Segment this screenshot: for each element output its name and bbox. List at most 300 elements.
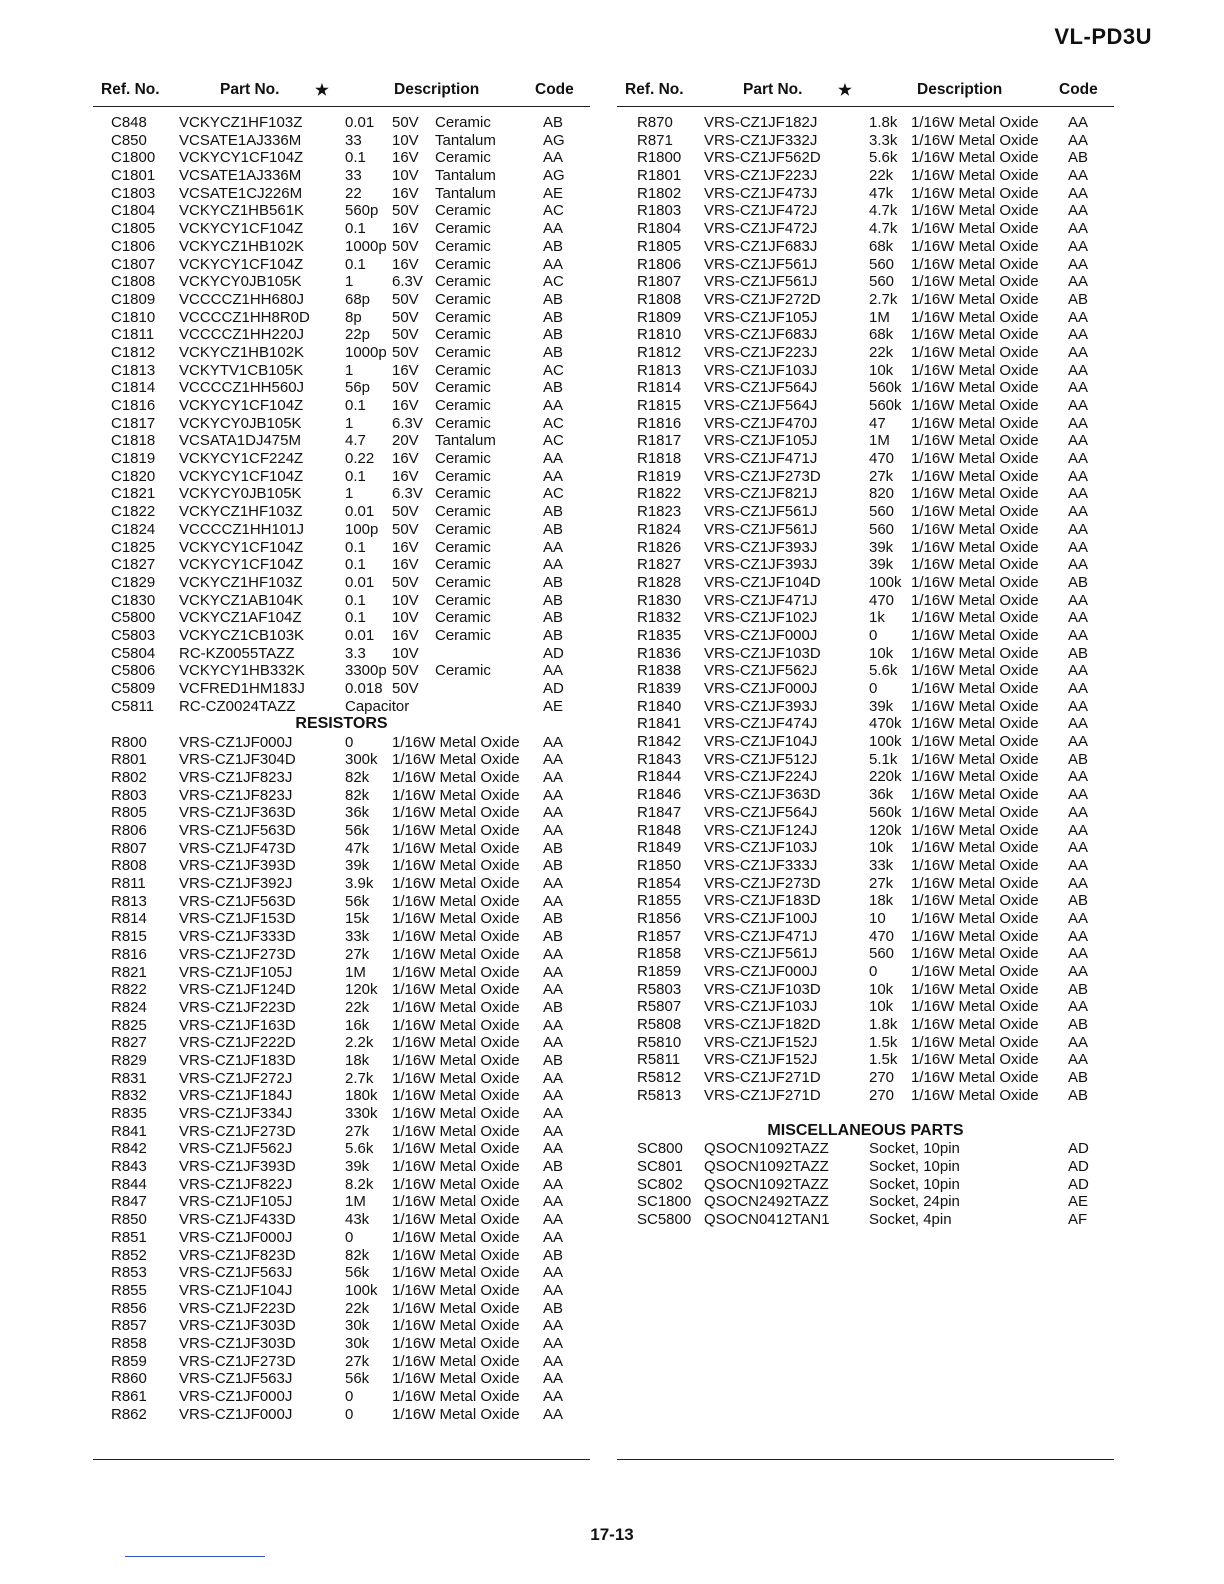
cell-part-no: VRS-CZ1JF273D <box>179 1122 296 1140</box>
footer-line <box>125 1556 265 1557</box>
cell-ref-no: C1811 <box>111 326 155 344</box>
cell-part-no: VRS-CZ1JF564J <box>704 803 818 821</box>
cell-code: AB <box>1068 573 1089 591</box>
cell-part-no: VCKYCY0JB105K <box>179 414 302 432</box>
table-row <box>93 1052 590 1070</box>
cell-rating: 1/16W Metal Oxide <box>911 255 1039 273</box>
table-row <box>617 1211 1114 1229</box>
cell-code: AA <box>543 1317 564 1335</box>
cell-value: 8.2k <box>345 1175 374 1193</box>
table-row <box>93 964 590 982</box>
cell-rating: 1/16W Metal Oxide <box>911 927 1039 945</box>
table-row <box>93 362 590 380</box>
table-row <box>617 857 1114 875</box>
cell-ref-no: R851 <box>111 1228 147 1246</box>
cell-ref-no: R1806 <box>637 255 682 273</box>
cell-part-no: VRS-CZ1JF562J <box>179 1140 293 1158</box>
cell-code: AA <box>1068 361 1089 379</box>
cell-type: Ceramic <box>435 273 491 291</box>
cell-code: AA <box>1068 803 1089 821</box>
cell-ref-no: R857 <box>111 1317 147 1335</box>
cell-rating: 1/16W Metal Oxide <box>392 1281 520 1299</box>
cell-ref-no: C1808 <box>111 273 156 291</box>
cell-code: AA <box>1068 874 1089 892</box>
cell-rating: 1/16W Metal Oxide <box>392 804 520 822</box>
table-row <box>93 609 590 627</box>
cell-value: 36k <box>869 786 894 804</box>
cell-code: AE <box>543 697 564 715</box>
cell-value: 100k <box>345 1281 378 1299</box>
cell-code: AB <box>543 609 564 627</box>
cell-ref-no: R1844 <box>637 768 682 786</box>
table-row <box>617 167 1114 185</box>
cell-rating: 1/16W Metal Oxide <box>911 167 1039 185</box>
cell-code: AA <box>1068 1033 1089 1051</box>
cell-part-no: VRS-CZ1JF000J <box>704 963 818 980</box>
cell-ref-no: R1807 <box>637 273 682 291</box>
cell-rating: 1/16W Metal Oxide <box>392 963 520 981</box>
cell-value: 220k <box>869 768 902 786</box>
cell-type: Ceramic <box>435 591 491 609</box>
cell-rating: 1/16W Metal Oxide <box>392 751 520 769</box>
cell-rating: 6.3V <box>392 273 423 291</box>
cell-type: Ceramic <box>435 538 491 556</box>
table-row <box>93 662 590 680</box>
cell-rating: 1/16W Metal Oxide <box>911 1016 1039 1034</box>
cell-code: AA <box>543 556 564 574</box>
cell-type: Ceramic <box>435 220 491 238</box>
cell-value: 56k <box>345 822 370 839</box>
table-row <box>93 556 590 574</box>
cell-value: 560k <box>869 397 902 414</box>
table-row <box>617 645 1114 663</box>
header-part-no: Part No. <box>743 81 803 98</box>
cell-ref-no: R5808 <box>637 1016 682 1034</box>
section-heading: MISCELLANEOUS PARTS <box>767 1122 964 1140</box>
cell-value: 27k <box>869 874 894 892</box>
cell-part-no: QSOCN2492TAZZ <box>704 1193 829 1211</box>
cell-type: Ceramic <box>435 573 491 591</box>
cell-code: AB <box>543 591 564 609</box>
table-row <box>93 769 590 787</box>
cell-value: Socket, 10pin <box>869 1175 960 1193</box>
cell-value: 1M <box>345 963 366 981</box>
cell-code: AA <box>1068 202 1089 220</box>
table-row <box>93 645 590 663</box>
header-code: Code <box>535 81 574 98</box>
cell-value: 1.8k <box>869 1016 898 1034</box>
cell-ref-no: R1857 <box>637 927 682 945</box>
cell-part-no: VRS-CZ1JF363D <box>179 804 296 822</box>
cell-ref-no: R853 <box>111 1264 147 1282</box>
cell-part-no: VRS-CZ1JF272D <box>704 290 821 308</box>
cell-part-no: VRS-CZ1JF182J <box>704 114 818 131</box>
cell-ref-no: R1808 <box>637 290 682 308</box>
cell-ref-no: C1806 <box>111 237 156 255</box>
cell-rating: 16V <box>392 255 419 273</box>
cell-value: 18k <box>869 892 894 910</box>
model-number: VL-PD3U <box>1054 24 1152 49</box>
cell-part-no: VRS-CZ1JF103J <box>704 839 818 857</box>
cell-code: AA <box>1068 237 1089 255</box>
cell-ref-no: R856 <box>111 1299 147 1317</box>
table-row <box>93 432 590 450</box>
cell-ref-no: R815 <box>111 928 147 946</box>
cell-rating: 1/16W Metal Oxide <box>392 1334 520 1352</box>
cell-rating: 16V <box>392 397 419 414</box>
cell-value: 39k <box>345 1158 370 1176</box>
table-row <box>93 185 590 203</box>
cell-rating: 50V <box>392 308 419 326</box>
table-row <box>617 698 1114 716</box>
cell-part-no: VCKYCY1CF104Z <box>179 397 304 414</box>
cell-part-no: VRS-CZ1JF561J <box>704 503 818 521</box>
cell-ref-no: C5804 <box>111 644 156 662</box>
cell-value: 330k <box>345 1105 378 1122</box>
cell-ref-no: C1820 <box>111 467 156 485</box>
cell-rating: 1/16W Metal Oxide <box>392 733 520 751</box>
cell-value: Socket, 10pin <box>869 1158 960 1176</box>
cell-value: 1000p <box>345 237 387 255</box>
cell-value: 1M <box>869 308 890 326</box>
cell-code: AB <box>543 503 564 521</box>
cell-code: AA <box>1068 538 1089 556</box>
cell-part-no: VRS-CZ1JF823D <box>179 1246 296 1264</box>
table-row <box>617 521 1114 539</box>
cell-ref-no: R811 <box>111 875 146 893</box>
cell-value: 56p <box>345 379 371 397</box>
table-row <box>617 839 1114 857</box>
table-row <box>93 804 590 822</box>
cell-ref-no: C1807 <box>111 255 156 273</box>
cell-rating: 1/16W Metal Oxide <box>911 485 1039 503</box>
table-row <box>93 1388 590 1406</box>
cell-rating: 1/16W Metal Oxide <box>392 1317 520 1335</box>
cell-part-no: VRS-CZ1JF561J <box>704 255 818 273</box>
table-row <box>93 539 590 557</box>
cell-code: AB <box>543 910 564 928</box>
cell-part-no: VRS-CZ1JF124J <box>704 821 818 839</box>
cell-value: 1M <box>869 432 890 450</box>
cell-code: AC <box>543 414 564 432</box>
cell-type: Ceramic <box>435 290 491 308</box>
cell-value: 1.5k <box>869 1051 898 1069</box>
cell-rating: 1/16W Metal Oxide <box>911 821 1039 839</box>
cell-code: AA <box>543 892 564 910</box>
cell-ref-no: R832 <box>111 1087 147 1105</box>
cell-rating: 1/16W Metal Oxide <box>911 909 1039 927</box>
table-row <box>617 362 1114 380</box>
table-row <box>93 1335 590 1353</box>
table-row <box>617 574 1114 592</box>
cell-part-no: VCKYCY1CF104Z <box>179 467 304 485</box>
cell-ref-no: C1803 <box>111 184 156 202</box>
cell-code: AB <box>543 343 564 361</box>
cell-part-no: VRS-CZ1JF363D <box>704 786 821 804</box>
cell-ref-no: R1838 <box>637 662 682 680</box>
cell-code: AA <box>1068 397 1089 414</box>
cell-type: Ceramic <box>435 326 491 344</box>
table-row <box>93 256 590 274</box>
cell-code: AB <box>1068 290 1089 308</box>
cell-code: AA <box>543 1405 564 1423</box>
cell-ref-no: R835 <box>111 1105 147 1122</box>
table-row <box>93 521 590 539</box>
cell-value: 560k <box>869 379 902 397</box>
cell-rating: 1/16W Metal Oxide <box>911 326 1039 344</box>
cell-value: 22k <box>345 998 370 1016</box>
cell-part-no: VRS-CZ1JF821J <box>704 485 818 503</box>
cell-rating: 50V <box>392 662 419 680</box>
table-row <box>617 945 1114 963</box>
table-row <box>617 185 1114 203</box>
cell-part-no: VCSATA1DJ475M <box>179 432 301 450</box>
cell-code: AA <box>543 733 564 751</box>
cell-part-no: VRS-CZ1JF100J <box>704 909 818 927</box>
cell-value: 0.1 <box>345 220 366 238</box>
cell-ref-no: C1809 <box>111 290 156 308</box>
table-row <box>617 892 1114 910</box>
cell-rating: 1/16W Metal Oxide <box>911 343 1039 361</box>
cell-value: 1 <box>345 485 354 503</box>
table-row <box>93 1211 590 1229</box>
cell-ref-no: R822 <box>111 981 147 999</box>
cell-rating: 50V <box>392 520 419 538</box>
cell-ref-no: C1821 <box>111 485 156 503</box>
page-number: 17-13 <box>590 1525 634 1544</box>
cell-ref-no: C5803 <box>111 626 156 644</box>
cell-ref-no: R1826 <box>637 538 682 556</box>
cell-ref-no: R1855 <box>637 892 682 910</box>
cell-ref-no: C1810 <box>111 308 156 326</box>
cell-part-no: VRS-CZ1JF563D <box>179 822 296 839</box>
cell-value: 47k <box>869 184 894 202</box>
table-row <box>93 999 590 1017</box>
cell-value: 300k <box>345 751 378 769</box>
cell-code: AD <box>1068 1175 1089 1193</box>
table-row <box>93 1034 590 1052</box>
cell-part-no: VCKYCY1CF104Z <box>179 556 304 574</box>
cell-rating: 1/16W Metal Oxide <box>911 1086 1039 1104</box>
cell-value: 33 <box>345 167 362 185</box>
table-row <box>93 574 590 592</box>
cell-type: Ceramic <box>435 414 491 432</box>
table-row <box>617 1140 1114 1158</box>
cell-part-no: VRS-CZ1JF473J <box>704 184 818 202</box>
cell-value: 33k <box>869 856 894 874</box>
cell-value: 1 <box>345 361 354 379</box>
cell-code: AA <box>543 397 564 414</box>
table-row <box>93 132 590 150</box>
cell-code: AB <box>543 1158 564 1176</box>
cell-ref-no: C1829 <box>111 573 156 591</box>
cell-ref-no: R843 <box>111 1158 147 1176</box>
bottom-rule-right <box>617 1459 1114 1460</box>
cell-part-no: VRS-CZ1JF103J <box>704 361 818 379</box>
cell-code: AA <box>543 1069 564 1087</box>
cell-value: 0.01 <box>345 573 375 591</box>
table-row <box>93 1300 590 1318</box>
cell-code: AD <box>543 680 564 697</box>
cell-part-no: VRS-CZ1JF512J <box>704 750 818 768</box>
cell-value: 5.6k <box>869 149 898 167</box>
cell-code: AA <box>543 1334 564 1352</box>
cell-value: 10k <box>869 839 894 857</box>
cell-part-no: VRS-CZ1JF303D <box>179 1334 296 1352</box>
cell-code: AB <box>543 237 564 255</box>
table-row <box>617 114 1114 132</box>
cell-part-no: VRS-CZ1JF472J <box>704 220 818 238</box>
cell-ref-no: R5811 <box>637 1051 681 1069</box>
cell-rating: 1/16W Metal Oxide <box>392 1175 520 1193</box>
cell-part-no: VRS-CZ1JF562D <box>704 149 821 167</box>
cell-code: AA <box>1068 379 1089 397</box>
cell-rating: 1/16W Metal Oxide <box>911 1033 1039 1051</box>
cell-rating: 10V <box>392 167 419 185</box>
cell-ref-no: R802 <box>111 768 147 786</box>
cell-part-no: VRS-CZ1JF272J <box>179 1069 293 1087</box>
table-row <box>617 202 1114 220</box>
cell-code: AA <box>1068 485 1089 503</box>
cell-value: 43k <box>345 1211 370 1229</box>
cell-value: 1000p <box>345 343 387 361</box>
cell-value: 30k <box>345 1334 370 1352</box>
section-heading: RESISTORS <box>295 715 388 733</box>
cell-code: AA <box>543 1352 564 1370</box>
table-row <box>617 273 1114 291</box>
cell-code: AA <box>543 1016 564 1034</box>
table-row <box>93 822 590 840</box>
cell-ref-no: R1846 <box>637 786 682 804</box>
cell-rating: 1/16W Metal Oxide <box>911 750 1039 768</box>
cell-value: 560 <box>869 945 895 963</box>
cell-part-no: QSOCN1092TAZZ <box>704 1158 829 1176</box>
cell-ref-no: R831 <box>111 1069 147 1087</box>
cell-rating: 1/16W Metal Oxide <box>911 892 1039 910</box>
cell-code: AA <box>1068 662 1089 680</box>
cell-part-no: VRS-CZ1JF563D <box>179 892 296 910</box>
cell-code: AA <box>1068 909 1089 927</box>
cell-part-no: VRS-CZ1JF153D <box>179 910 296 928</box>
cell-part-no: VCKYCZ1AF104Z <box>179 609 302 627</box>
table-row <box>93 1087 590 1105</box>
table-row <box>617 1193 1114 1211</box>
cell-part-no: VCKYCY1CF104Z <box>179 149 304 167</box>
cell-part-no: VRS-CZ1JF303D <box>179 1317 296 1335</box>
cell-part-no: QSOCN1092TAZZ <box>704 1140 829 1158</box>
cell-part-no: VCKYCY1CF104Z <box>179 220 304 238</box>
cell-ref-no: R825 <box>111 1016 147 1034</box>
cell-ref-no: C848 <box>111 114 147 131</box>
cell-rating: 10V <box>392 591 419 609</box>
table-row <box>617 751 1114 769</box>
cell-ref-no: R1842 <box>637 733 682 751</box>
cell-part-no: VRS-CZ1JF163D <box>179 1016 296 1034</box>
cell-value: 470 <box>869 591 895 609</box>
cell-rating: 50V <box>392 680 419 697</box>
cell-rating: 1/16W Metal Oxide <box>392 928 520 946</box>
cell-part-no: VRS-CZ1JF561J <box>704 273 818 291</box>
cell-code: AA <box>1068 131 1089 149</box>
cell-ref-no: R800 <box>111 733 147 751</box>
cell-rating: 1/16W Metal Oxide <box>911 786 1039 804</box>
cell-code: AA <box>1068 308 1089 326</box>
cell-value: 10k <box>869 998 894 1016</box>
cell-value: 33k <box>345 928 370 946</box>
cell-ref-no: R1819 <box>637 467 682 485</box>
header-ref-no: Ref. No. <box>101 81 160 98</box>
cell-rating: 1/16W Metal Oxide <box>392 1193 520 1211</box>
cell-rating: 1/16W Metal Oxide <box>911 184 1039 202</box>
cell-rating: 1/16W Metal Oxide <box>911 803 1039 821</box>
table-row <box>617 875 1114 893</box>
cell-code: AA <box>543 662 564 680</box>
cell-type: Ceramic <box>435 450 491 468</box>
cell-part-no: VCCCCZ1HH560J <box>179 379 305 397</box>
cell-value: 100k <box>869 573 902 591</box>
table-row <box>93 734 590 752</box>
cell-code: AB <box>543 308 564 326</box>
cell-rating: 1/16W Metal Oxide <box>911 237 1039 255</box>
cell-code: AA <box>543 768 564 786</box>
cell-rating: 16V <box>392 556 419 574</box>
cell-code: AC <box>543 361 564 379</box>
cell-type: Ceramic <box>435 202 491 220</box>
table-row <box>93 1353 590 1371</box>
cell-ref-no: R858 <box>111 1334 147 1352</box>
cell-value: 8p <box>345 308 362 326</box>
cell-value: 30k <box>345 1317 370 1335</box>
cell-part-no: VCCCCZ1HH8R0D <box>179 308 310 326</box>
table-row <box>617 149 1114 167</box>
cell-ref-no: C850 <box>111 131 147 149</box>
cell-code: AA <box>543 1370 564 1388</box>
cell-part-no: VCKYCZ1HB561K <box>179 202 305 220</box>
cell-rating: 16V <box>392 220 419 238</box>
table-row <box>93 1070 590 1088</box>
cell-ref-no: R801 <box>111 751 147 769</box>
cell-code: AA <box>1068 414 1089 432</box>
cell-value: 39k <box>869 697 894 715</box>
cell-value: 120k <box>345 981 378 999</box>
cell-rating: 16V <box>392 626 419 644</box>
table-row <box>617 1087 1114 1105</box>
table-row <box>93 1317 590 1335</box>
cell-ref-no: R1843 <box>637 750 682 768</box>
cell-rating: 1/16W Metal Oxide <box>911 1051 1039 1069</box>
cell-rating: 1/16W Metal Oxide <box>911 768 1039 786</box>
cell-part-no: VRS-CZ1JF393D <box>179 1158 296 1176</box>
table-row <box>93 1123 590 1141</box>
cell-ref-no: R1814 <box>637 379 682 397</box>
cell-rating: 1/16W Metal Oxide <box>911 874 1039 892</box>
cell-ref-no: R827 <box>111 1034 147 1052</box>
cell-part-no: VCKYCZ1AB104K <box>179 591 304 609</box>
table-row <box>617 822 1114 840</box>
cell-value: 0.01 <box>345 503 375 521</box>
cell-ref-no: SC801 <box>637 1158 683 1176</box>
cell-value: 22p <box>345 326 371 344</box>
cell-type: Ceramic <box>435 662 491 680</box>
cell-value: 1M <box>345 1193 366 1211</box>
cell-ref-no: C1813 <box>111 361 156 379</box>
cell-rating: 1/16W Metal Oxide <box>911 662 1039 680</box>
cell-part-no: VRS-CZ1JF823J <box>179 768 293 786</box>
table-row <box>617 1176 1114 1194</box>
table-header <box>617 78 1114 107</box>
cell-value: 36k <box>345 804 370 822</box>
cell-part-no: VRS-CZ1JF223J <box>704 167 818 185</box>
